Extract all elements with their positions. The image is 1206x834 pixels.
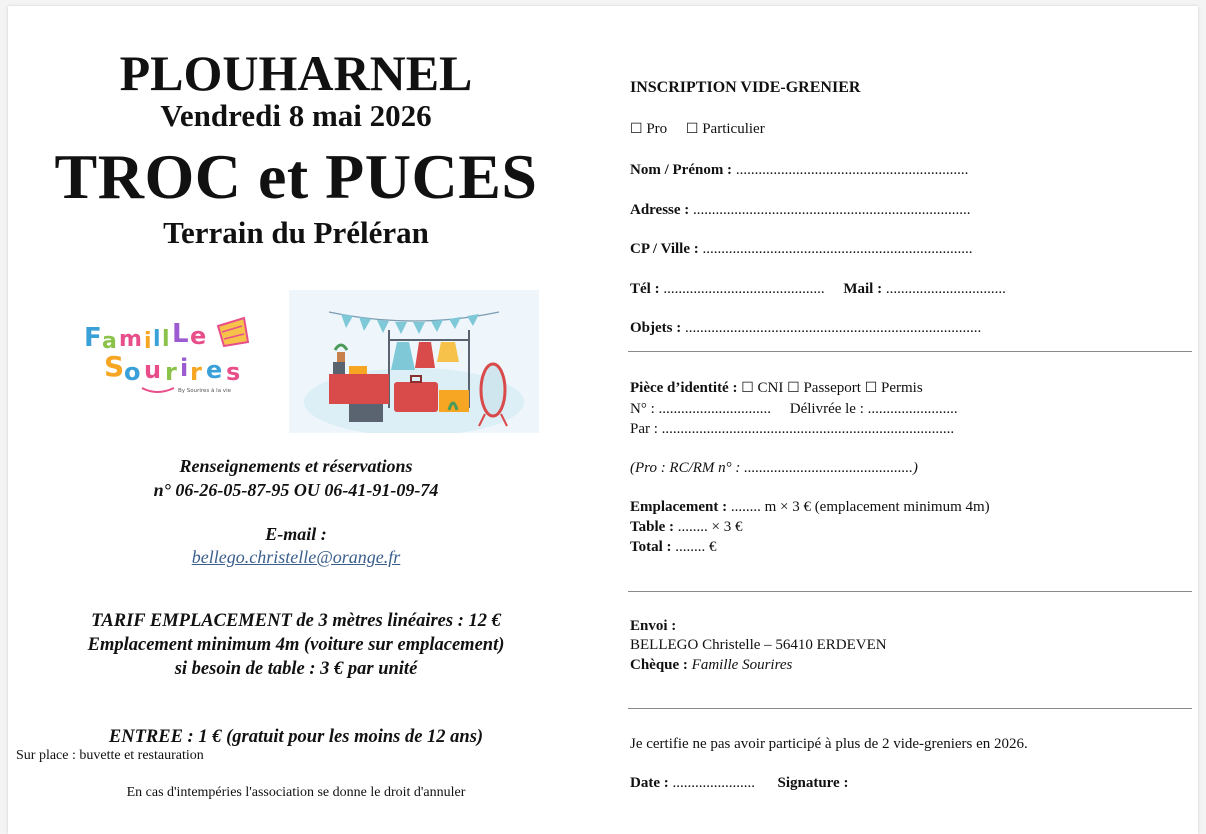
mail-blank[interactable]: ................................ [882, 281, 1006, 297]
mail-label: Mail : [843, 281, 883, 297]
cheque-payee: Famille Sourires [691, 657, 793, 673]
adresse-label: Adresse : [630, 202, 690, 218]
divider [628, 351, 1192, 352]
nom-field[interactable] [630, 162, 968, 179]
email-link[interactable]: bellego.christelle@orange.fr [191, 547, 401, 567]
event-title: TROC et PUCES [54, 141, 538, 212]
id-number-field[interactable]: N° : .............................. [630, 401, 771, 417]
passeport-checkbox[interactable]: ☐ [787, 380, 800, 396]
svg-text:o: o [124, 358, 141, 386]
tel-blank[interactable]: ........................................... [659, 281, 825, 297]
svg-text:m: m [119, 327, 142, 352]
form-title: INSCRIPTION VIDE-GRENIER [630, 79, 861, 96]
permis-label: Permis [881, 380, 923, 396]
cheque-label: Chèque : [630, 657, 688, 673]
table-blank[interactable]: ........ × 3 € [674, 519, 743, 535]
divider [628, 708, 1192, 709]
total-label: Total : [630, 539, 672, 555]
svg-text:S: S [104, 350, 125, 383]
emplacement-field[interactable] [630, 499, 990, 516]
table-price-line: si besoin de table : 3 € par unité [174, 659, 418, 679]
email-label: E-mail : [265, 524, 327, 544]
delivree-field[interactable]: Délivrée le : ........................ [789, 401, 958, 417]
divider [628, 591, 1192, 592]
minimum-line: Emplacement minimum 4m (voiture sur emplacement) [87, 635, 505, 655]
table-label: Table : [630, 519, 675, 535]
total-blank[interactable]: ........ € [671, 539, 717, 555]
signature-label: Signature : [777, 775, 849, 791]
tel-field[interactable] [630, 281, 1006, 298]
permis-checkbox[interactable]: ☐ [864, 380, 878, 396]
pro-label: Pro [646, 121, 668, 137]
table-field[interactable] [630, 519, 743, 536]
objets-label: Objets : [630, 320, 682, 336]
date-signature-row[interactable] [630, 775, 848, 792]
weather-note: En cas d'intempéries l'association se donne le droit d'annuler [126, 785, 466, 800]
svg-text:r: r [190, 358, 202, 386]
entrance-fee: ENTREE : 1 € (gratuit pour les moins de 12 ans) [108, 727, 484, 747]
event-venue: Terrain du Préléran [163, 215, 429, 250]
adresse-blank[interactable]: .......................................................................... [689, 202, 971, 218]
total-field[interactable] [630, 539, 717, 556]
contact-phones: n° 06-26-05-87-95 OU 06-41-91-09-74 [153, 480, 439, 500]
envoi-address: BELLEGO Christelle – 56410 ERDEVEN [630, 637, 887, 653]
town-title: PLOUHARNEL [119, 45, 473, 101]
tarif-line: TARIF EMPLACEMENT de 3 mètres linéaires : 12 € [91, 611, 501, 631]
refreshments-note: Sur place : buvette et restauration [16, 748, 204, 763]
cp-ville-field[interactable] [630, 241, 973, 258]
event-date: Vendredi 8 mai 2026 [160, 98, 432, 133]
particulier-checkbox[interactable]: ☐ [685, 121, 699, 137]
date-label: Date : [630, 775, 669, 791]
cni-label: CNI [757, 380, 784, 396]
svg-text:a: a [102, 329, 117, 354]
envoi-label: Envoi : [630, 618, 677, 634]
passeport-label: Passeport [803, 380, 861, 396]
id-document-row [630, 380, 923, 397]
svg-text:r: r [165, 358, 177, 386]
flea-market-illustration [289, 290, 539, 433]
emplacement-label: Emplacement : [630, 499, 728, 515]
emplacement-blank[interactable]: ........ m × 3 € (emplacement minimum 4m) [727, 499, 990, 515]
cp-ville-label: CP / Ville : [630, 241, 699, 257]
svg-text:s: s [226, 358, 241, 386]
famille-sourires-logo [82, 312, 258, 398]
nom-blank[interactable]: .............................................................. [732, 162, 969, 178]
pro-checkbox[interactable]: ☐ [630, 121, 643, 137]
id-number-row[interactable] [630, 401, 958, 418]
objets-blank[interactable]: ............................................................................... [681, 320, 982, 336]
tel-label: Tél : [630, 281, 660, 297]
svg-text:e: e [190, 322, 207, 350]
adresse-field[interactable] [630, 202, 971, 219]
par-field[interactable]: Par : .............................................................................. [630, 421, 955, 437]
objets-field[interactable] [630, 320, 981, 337]
certification-text: Je certifie ne pas avoir participé à plus de 2 vide-greniers en 2026. [630, 736, 1028, 752]
svg-text:F: F [84, 323, 102, 353]
cheque-row [630, 657, 792, 674]
contact-title: Renseignements et réservations [179, 456, 413, 476]
svg-text:By Sourires à la vie: By Sourires à la vie [178, 388, 231, 394]
svg-text:l: l [162, 327, 170, 352]
date-blank[interactable]: ...................... [668, 775, 755, 791]
rc-rm-field[interactable]: (Pro : RC/RM n° : .............................................) [630, 460, 918, 476]
svg-text:i: i [180, 354, 189, 382]
svg-text:i: i [144, 329, 152, 354]
status-row [630, 121, 765, 138]
cp-ville-blank[interactable]: ........................................................................ [698, 241, 973, 257]
svg-text:L: L [172, 319, 189, 349]
nom-label: Nom / Prénom : [630, 162, 733, 178]
svg-text:e: e [206, 356, 223, 384]
svg-text:u: u [144, 356, 162, 384]
particulier-label: Particulier [702, 121, 765, 137]
cni-checkbox[interactable]: ☐ [741, 380, 754, 396]
svg-text:l: l [153, 327, 161, 352]
piece-label: Pièce d’identité : [630, 380, 738, 396]
registration-flyer [8, 6, 1198, 834]
